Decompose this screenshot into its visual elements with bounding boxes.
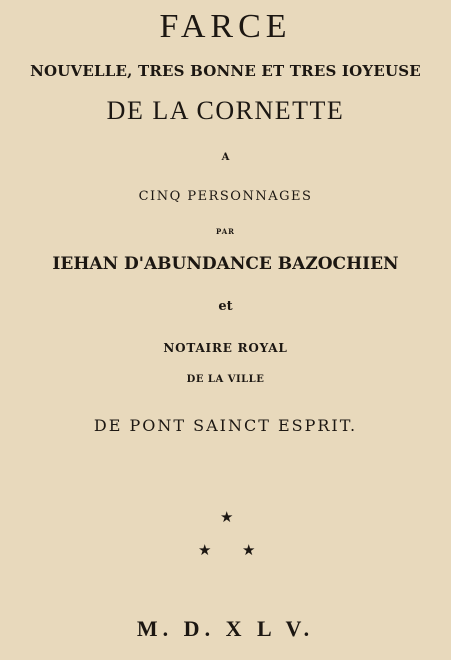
- et-line: et: [218, 299, 233, 314]
- star-ornament-icon: ★: [220, 508, 234, 526]
- de-la-ville-line: DE LA VILLE: [186, 374, 265, 385]
- subtitle-nouvelle: NOUVELLE, TRES BONNE ET TRES IOYEUSE: [30, 62, 421, 80]
- place-line: DE PONT SAINCT ESPRIT.: [93, 416, 358, 435]
- cinq-personnages-line: CINQ PERSONNAGES: [138, 189, 313, 204]
- author-line: IEHAN D'ABUNDANCE BAZOCHIEN: [52, 254, 399, 274]
- main-title-cornette: DE LA CORNETTE: [106, 96, 345, 125]
- preposition-a: A: [221, 152, 230, 163]
- year-line: M. D. X L V.: [136, 616, 315, 641]
- par-line: PAR: [215, 227, 235, 236]
- star-ornament-icon: ★: [242, 541, 256, 559]
- notaire-royal-line: NOTAIRE ROYAL: [163, 341, 288, 355]
- star-ornament-icon: ★: [198, 541, 212, 559]
- title-farce: FARCE: [159, 8, 292, 45]
